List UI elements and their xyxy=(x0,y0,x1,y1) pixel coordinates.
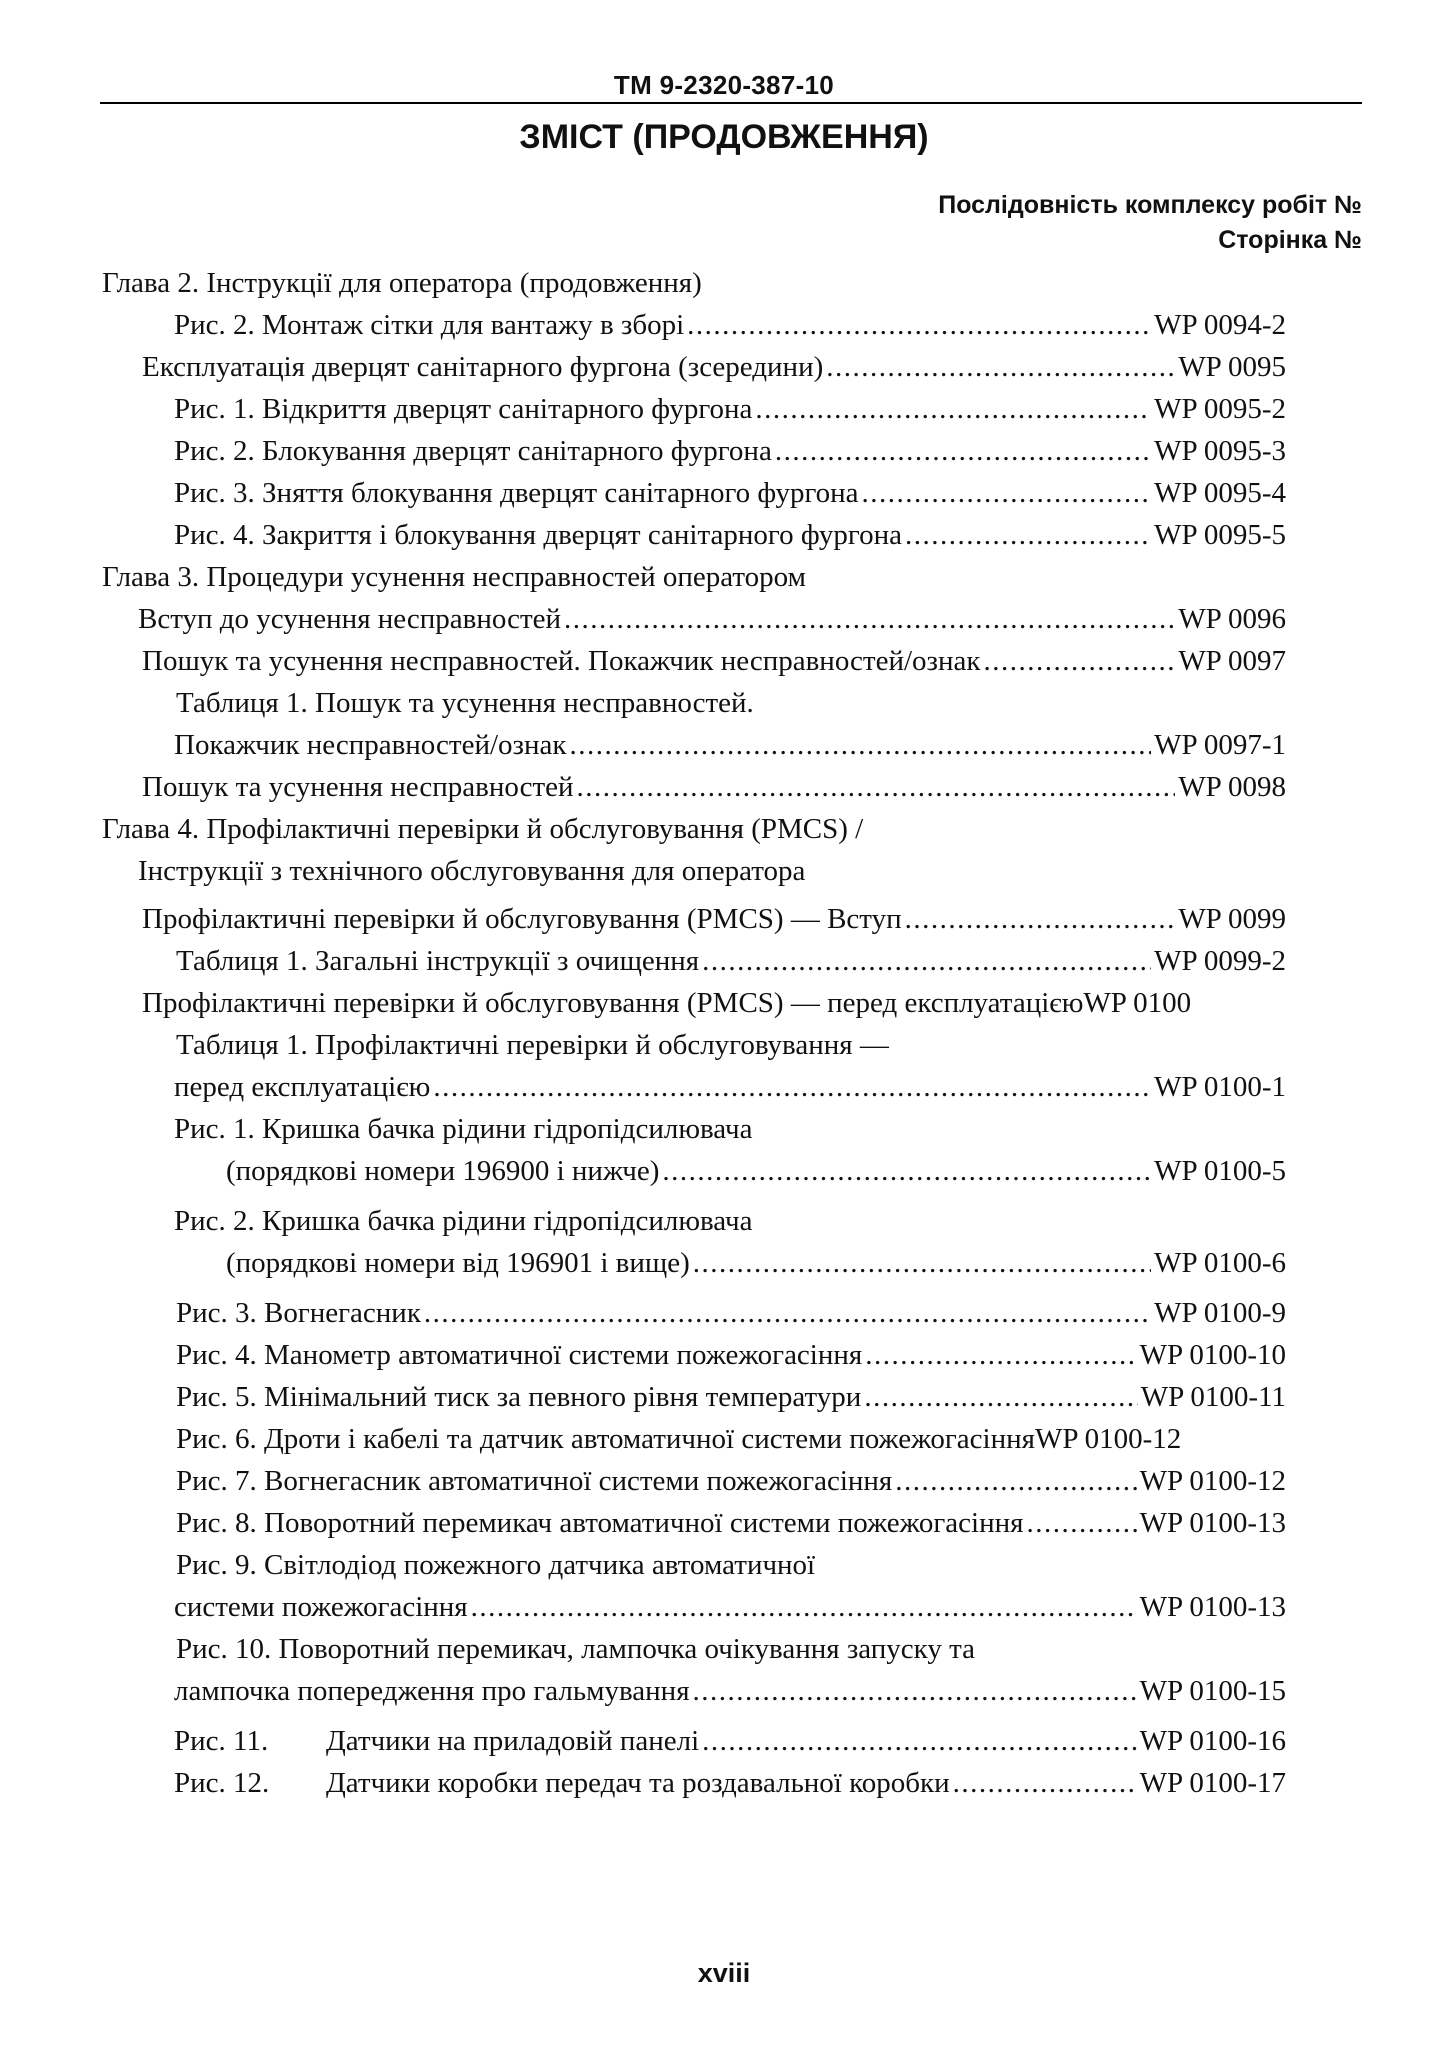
dot-leader xyxy=(862,475,1152,511)
dot-leader xyxy=(702,1723,1137,1759)
toc-entry-page: WP 0095 xyxy=(1178,351,1286,383)
toc-entry-title: Рис. 2. Монтаж сітки для вантажу в зборі xyxy=(174,309,685,341)
toc-entry-title: Рис. 6. Дроти і кабелі та датчик автоматичної системи пожежогасіння xyxy=(176,1423,1035,1455)
dot-leader xyxy=(905,901,1176,937)
toc-entry-page: WP 0100-11 xyxy=(1140,1381,1286,1413)
dot-leader xyxy=(864,1379,1137,1415)
toc-entry-title: (порядкові номери 196900 і нижче) xyxy=(226,1155,660,1187)
toc-entry-title: Таблиця 1. Загальні інструкції з очищення xyxy=(176,945,700,977)
toc-entry-title: Профілактичні перевірки й обслуговування (PMCS) — Вступ xyxy=(142,903,902,935)
toc-entry[interactable] xyxy=(174,307,1286,343)
dot-leader xyxy=(662,1153,1151,1189)
toc-entry-title-line: Рис. 2. Кришка бачка рідини гідропідсилювача xyxy=(174,1205,753,1237)
toc-entry-page: WP 0100-16 xyxy=(1139,1725,1286,1757)
toc-entry-page: WP 0100 xyxy=(1083,987,1192,1019)
dot-leader xyxy=(577,769,1176,805)
toc-entry[interactable] xyxy=(142,349,1286,385)
toc-entry[interactable] xyxy=(176,1463,1286,1499)
toc-entry[interactable] xyxy=(174,1069,1286,1105)
toc-entry-page: WP 0100-13 xyxy=(1139,1591,1286,1623)
toc-entry[interactable] xyxy=(176,1421,1181,1457)
toc-entry-page: WP 0100-5 xyxy=(1154,1155,1286,1187)
dot-leader xyxy=(687,307,1151,343)
toc-entry-page: WP 0100-6 xyxy=(1154,1247,1286,1279)
toc-entry[interactable] xyxy=(142,769,1286,805)
toc-entry[interactable] xyxy=(176,1505,1286,1541)
toc-entry-page: WP 0100-13 xyxy=(1139,1507,1286,1539)
toc-entry-page: WP 0100-10 xyxy=(1139,1339,1286,1371)
column-heading-work-package: Послідовність комплексу робіт № xyxy=(938,191,1362,219)
toc-entry[interactable] xyxy=(176,943,1286,979)
toc-entry-title: Рис. 1. Відкриття дверцят санітарного фургона xyxy=(174,393,753,425)
dot-leader xyxy=(755,391,1151,427)
toc-entry-title: перед експлуатацією xyxy=(174,1071,431,1103)
toc-entry-title: (порядкові номери від 196901 і вище) xyxy=(226,1247,690,1279)
toc-entry[interactable] xyxy=(142,901,1286,937)
toc-entry-page: WP 0094-2 xyxy=(1154,309,1286,341)
toc-entry[interactable] xyxy=(176,1379,1286,1415)
toc-entry-title: Профілактичні перевірки й обслуговування (PMCS) — перед експлуатацією xyxy=(142,987,1084,1019)
toc-entry[interactable] xyxy=(142,643,1286,679)
figure-number: Рис. 11. xyxy=(174,1725,269,1757)
chapter-4-heading: Глава 4. Профілактичні перевірки й обслуговування (PMCS) / xyxy=(102,813,864,845)
toc-entry-title: Експлуатація дверцят санітарного фургона (зсередини) xyxy=(142,351,824,383)
toc-entry-title: лампочка попередження про гальмування xyxy=(174,1675,690,1707)
toc-entry-title: системи пожежогасіння xyxy=(174,1591,468,1623)
toc-entry[interactable] xyxy=(174,391,1286,427)
figure-number: Рис. 12. xyxy=(174,1767,270,1799)
toc-entry-title: Пошук та усунення несправностей xyxy=(142,771,574,803)
toc-entry[interactable] xyxy=(226,1245,1286,1281)
toc-entry-title: Рис. 3. Вогнегасник xyxy=(176,1297,421,1329)
toc-entry-title: Рис. 2. Блокування дверцят санітарного фургона xyxy=(174,435,772,467)
toc-entry-title-line: Таблиця 1. Пошук та усунення несправностей. xyxy=(176,687,754,719)
chapter-4-heading-continued: Інструкції з технічного обслуговування для оператора xyxy=(138,855,806,887)
toc-entry-page: WP 0099-2 xyxy=(1154,945,1286,977)
dot-leader xyxy=(826,349,1175,385)
toc-entry-title: Рис. 8. Поворотний перемикач автоматичної системи пожежогасіння xyxy=(176,1507,1024,1539)
toc-entry-title: Рис. 4. Закриття і блокування дверцят санітарного фургона xyxy=(174,519,902,551)
toc-entry-page: WP 0095-4 xyxy=(1154,477,1286,509)
toc-entry-page: WP 0097 xyxy=(1178,645,1286,677)
toc-entry-page: WP 0100-15 xyxy=(1139,1675,1286,1707)
dot-leader xyxy=(564,601,1175,637)
toc-entry-page: WP 0096 xyxy=(1178,603,1286,635)
toc-entry-title: Рис. 3. Зняття блокування дверцят санітарного фургона xyxy=(174,477,859,509)
toc-entry-title: Рис. 4. Манометр автоматичної системи пожежогасіння xyxy=(176,1339,863,1371)
dot-leader xyxy=(433,1069,1151,1105)
toc-entry-page: WP 0097-1 xyxy=(1154,729,1286,761)
toc-entry[interactable] xyxy=(226,1153,1286,1189)
toc-entry-page: WP 0100-12 xyxy=(1139,1465,1286,1497)
toc-entry-title: Пошук та усунення несправностей. Покажчик несправностей/ознак xyxy=(142,645,981,677)
toc-entry[interactable] xyxy=(142,985,1191,1021)
toc-entry-page: WP 0095-3 xyxy=(1154,435,1286,467)
toc-entry-title-line: Рис. 9. Світлодіод пожежного датчика автоматичної xyxy=(176,1549,816,1581)
toc-entry-title: Покажчик несправностей/ознак xyxy=(174,729,567,761)
toc-entry-page: WP 0095-2 xyxy=(1154,393,1286,425)
figure-title: Датчики на приладовій панелі xyxy=(326,1725,700,1757)
toc-entry-page: WP 0098 xyxy=(1178,771,1286,803)
toc-entry-page: WP 0100-9 xyxy=(1154,1297,1286,1329)
chapter-2-heading: Глава 2. Інструкції для оператора (продовження) xyxy=(102,267,702,299)
dot-leader xyxy=(905,517,1151,553)
toc-entry[interactable] xyxy=(176,1337,1286,1373)
toc-entry-title-line: Рис. 10. Поворотний перемикач, лампочка очікування запуску та xyxy=(176,1633,976,1665)
dot-leader xyxy=(693,1245,1151,1281)
toc-entry-page: WP 0100-17 xyxy=(1139,1767,1286,1799)
toc-entry-page: WP 0100-12 xyxy=(1034,1423,1182,1455)
chapter-3-heading: Глава 3. Процедури усунення несправностей оператором xyxy=(102,561,806,593)
toc-entry-title: Рис. 7. Вогнегасник автоматичної системи пожежогасіння xyxy=(176,1465,893,1497)
toc-entry[interactable] xyxy=(174,1723,1286,1759)
dot-leader xyxy=(1027,1505,1137,1541)
toc-entry[interactable] xyxy=(174,727,1286,763)
dot-leader xyxy=(424,1295,1151,1331)
dot-leader xyxy=(693,1673,1137,1709)
document-number: TM 9-2320-387-10 xyxy=(613,70,835,100)
toc-entry[interactable] xyxy=(174,1589,1286,1625)
toc-entry[interactable] xyxy=(174,1673,1286,1709)
toc-entry-title-line: Таблиця 1. Профілактичні перевірки й обслуговування — xyxy=(176,1029,889,1061)
header-rule xyxy=(100,102,1362,104)
toc-entry-title xyxy=(174,1765,950,1801)
dot-leader xyxy=(953,1765,1137,1801)
page-number: xviii xyxy=(697,1958,751,1988)
toc-entry[interactable] xyxy=(138,601,1286,637)
toc-entry[interactable] xyxy=(174,1765,1286,1801)
dot-leader xyxy=(865,1337,1136,1373)
toc-entry-title: Вступ до усунення несправностей xyxy=(138,603,562,635)
toc-entry[interactable] xyxy=(174,475,1286,511)
column-heading-page: Сторінка № xyxy=(1218,226,1362,254)
dot-leader xyxy=(983,643,1175,679)
dot-leader xyxy=(775,433,1151,469)
toc-entry[interactable] xyxy=(174,433,1286,469)
toc-entry-title-line: Рис. 1. Кришка бачка рідини гідропідсилювача xyxy=(174,1113,753,1145)
page-title: ЗМІСТ (ПРОДОВЖЕННЯ) xyxy=(519,118,929,156)
dot-leader xyxy=(702,943,1151,979)
toc-entry-title xyxy=(174,1723,699,1759)
dot-leader xyxy=(471,1589,1137,1625)
dot-leader xyxy=(569,727,1151,763)
dot-leader xyxy=(895,1463,1136,1499)
toc-entry-page: WP 0095-5 xyxy=(1154,519,1286,551)
toc-entry[interactable] xyxy=(174,517,1286,553)
figure-title: Датчики коробки передач та роздавальної коробки xyxy=(326,1767,950,1799)
toc-entry[interactable] xyxy=(176,1295,1286,1331)
toc-entry-page: WP 0099 xyxy=(1178,903,1286,935)
toc-entry-title: Рис. 5. Мінімальний тиск за певного рівня температури xyxy=(176,1381,862,1413)
toc-entry-page: WP 0100-1 xyxy=(1154,1071,1286,1103)
